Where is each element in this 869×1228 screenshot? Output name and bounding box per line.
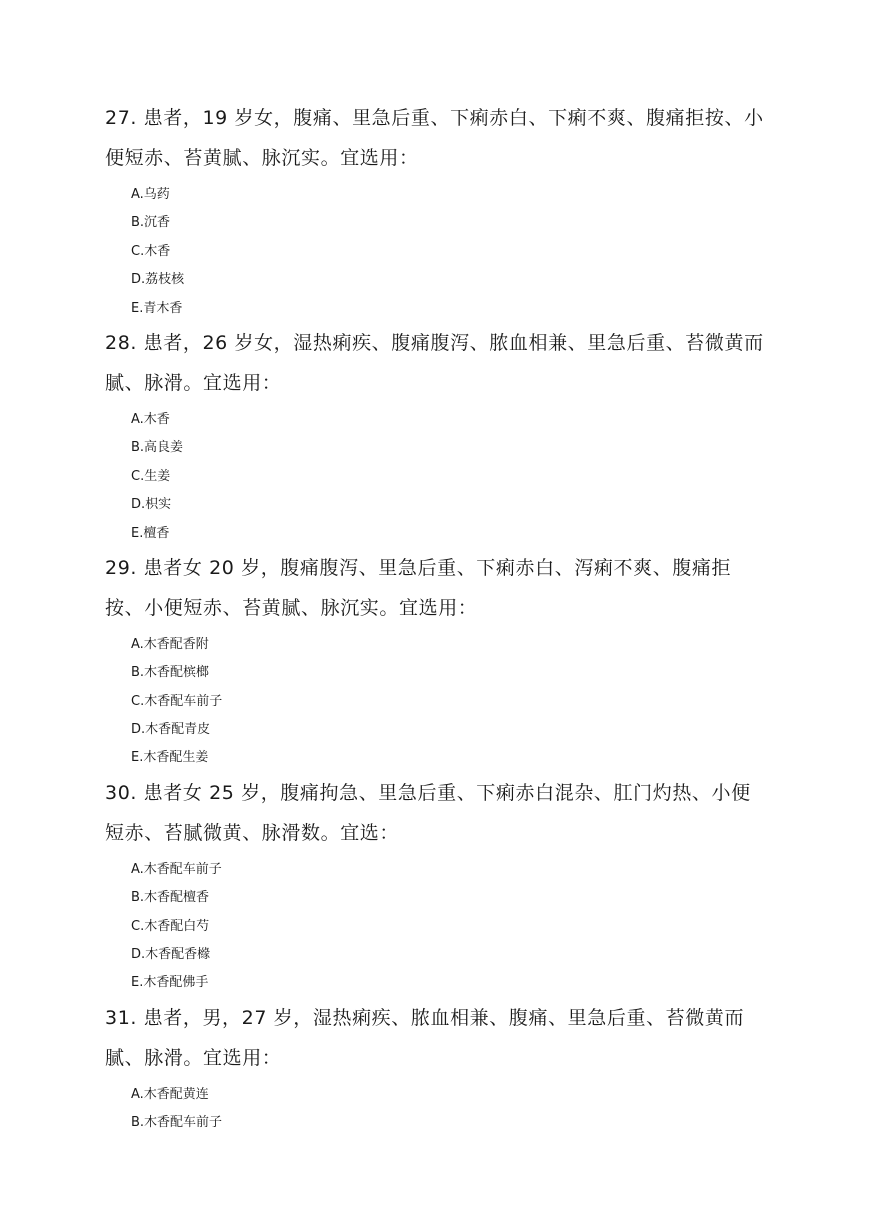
option-list xyxy=(105,631,765,773)
option-a: A.木香配车前子 xyxy=(131,861,222,877)
question-30 xyxy=(105,773,765,998)
option-b: B.木香配檀香 xyxy=(131,890,210,906)
option-b: B.沉香 xyxy=(131,215,171,231)
option-list xyxy=(105,406,765,548)
option-d: D.木香配香橼 xyxy=(131,947,211,963)
question-text: 29. 患者女 20 岁，腹痛腹泻、里急后重、下痢赤白、泻痢不爽、腹痛拒按、小便短赤、苔黄腻、脉沉实。宜选用： xyxy=(105,556,732,619)
question-text: 30. 患者女 25 岁，腹痛拘急、里急后重、下痢赤白混杂、肛门灼热、小便短赤、苔腻微黄、脉滑数。宜选： xyxy=(105,781,751,844)
question-29 xyxy=(105,548,765,773)
option-c: C.生姜 xyxy=(131,468,171,484)
question-27 xyxy=(105,98,765,323)
option-a: A.木香配香附 xyxy=(131,636,209,652)
option-a: A.乌药 xyxy=(131,187,170,202)
option-e: E.木香配佛手 xyxy=(131,975,209,991)
option-b: B.木香配车前子 xyxy=(131,1115,223,1131)
option-a: A.木香 xyxy=(131,411,170,427)
option-e: E.檀香 xyxy=(131,525,170,541)
question-28 xyxy=(105,323,765,548)
question-text: 31. 患者，男，27 岁，湿热痢疾、脓血相兼、腹痛、里急后重、苔微黄而腻、脉滑。宜选用： xyxy=(105,1006,745,1069)
question-31 xyxy=(105,998,765,1138)
option-e: E.青木香 xyxy=(131,300,183,316)
option-c: C.木香 xyxy=(131,243,171,259)
option-e: E.木香配生姜 xyxy=(131,750,209,766)
option-d: D.枳实 xyxy=(131,497,172,513)
question-list xyxy=(105,98,765,1138)
question-text: 28. 患者，26 岁女，湿热痢疾、腹痛腹泻、脓血相兼、里急后重、苔微黄而腻、脉滑。宜选用： xyxy=(105,331,764,394)
option-list xyxy=(105,181,765,323)
question-text: 27. 患者，19 岁女，腹痛、里急后重、下痢赤白、下痢不爽、腹痛拒按、小便短赤、苔黄腻、脉沉实。宜选用： xyxy=(105,107,764,169)
option-c: C.木香配白芍 xyxy=(131,918,210,934)
option-list xyxy=(105,856,765,998)
option-c: C.木香配车前子 xyxy=(131,693,223,709)
option-a: A.木香配黄连 xyxy=(131,1086,209,1102)
option-d: D.荔枝核 xyxy=(131,272,185,288)
option-b: B.木香配槟榔 xyxy=(131,665,210,681)
option-d: D.木香配青皮 xyxy=(131,722,211,738)
option-list xyxy=(105,1081,765,1138)
option-b: B.高良姜 xyxy=(131,440,184,456)
